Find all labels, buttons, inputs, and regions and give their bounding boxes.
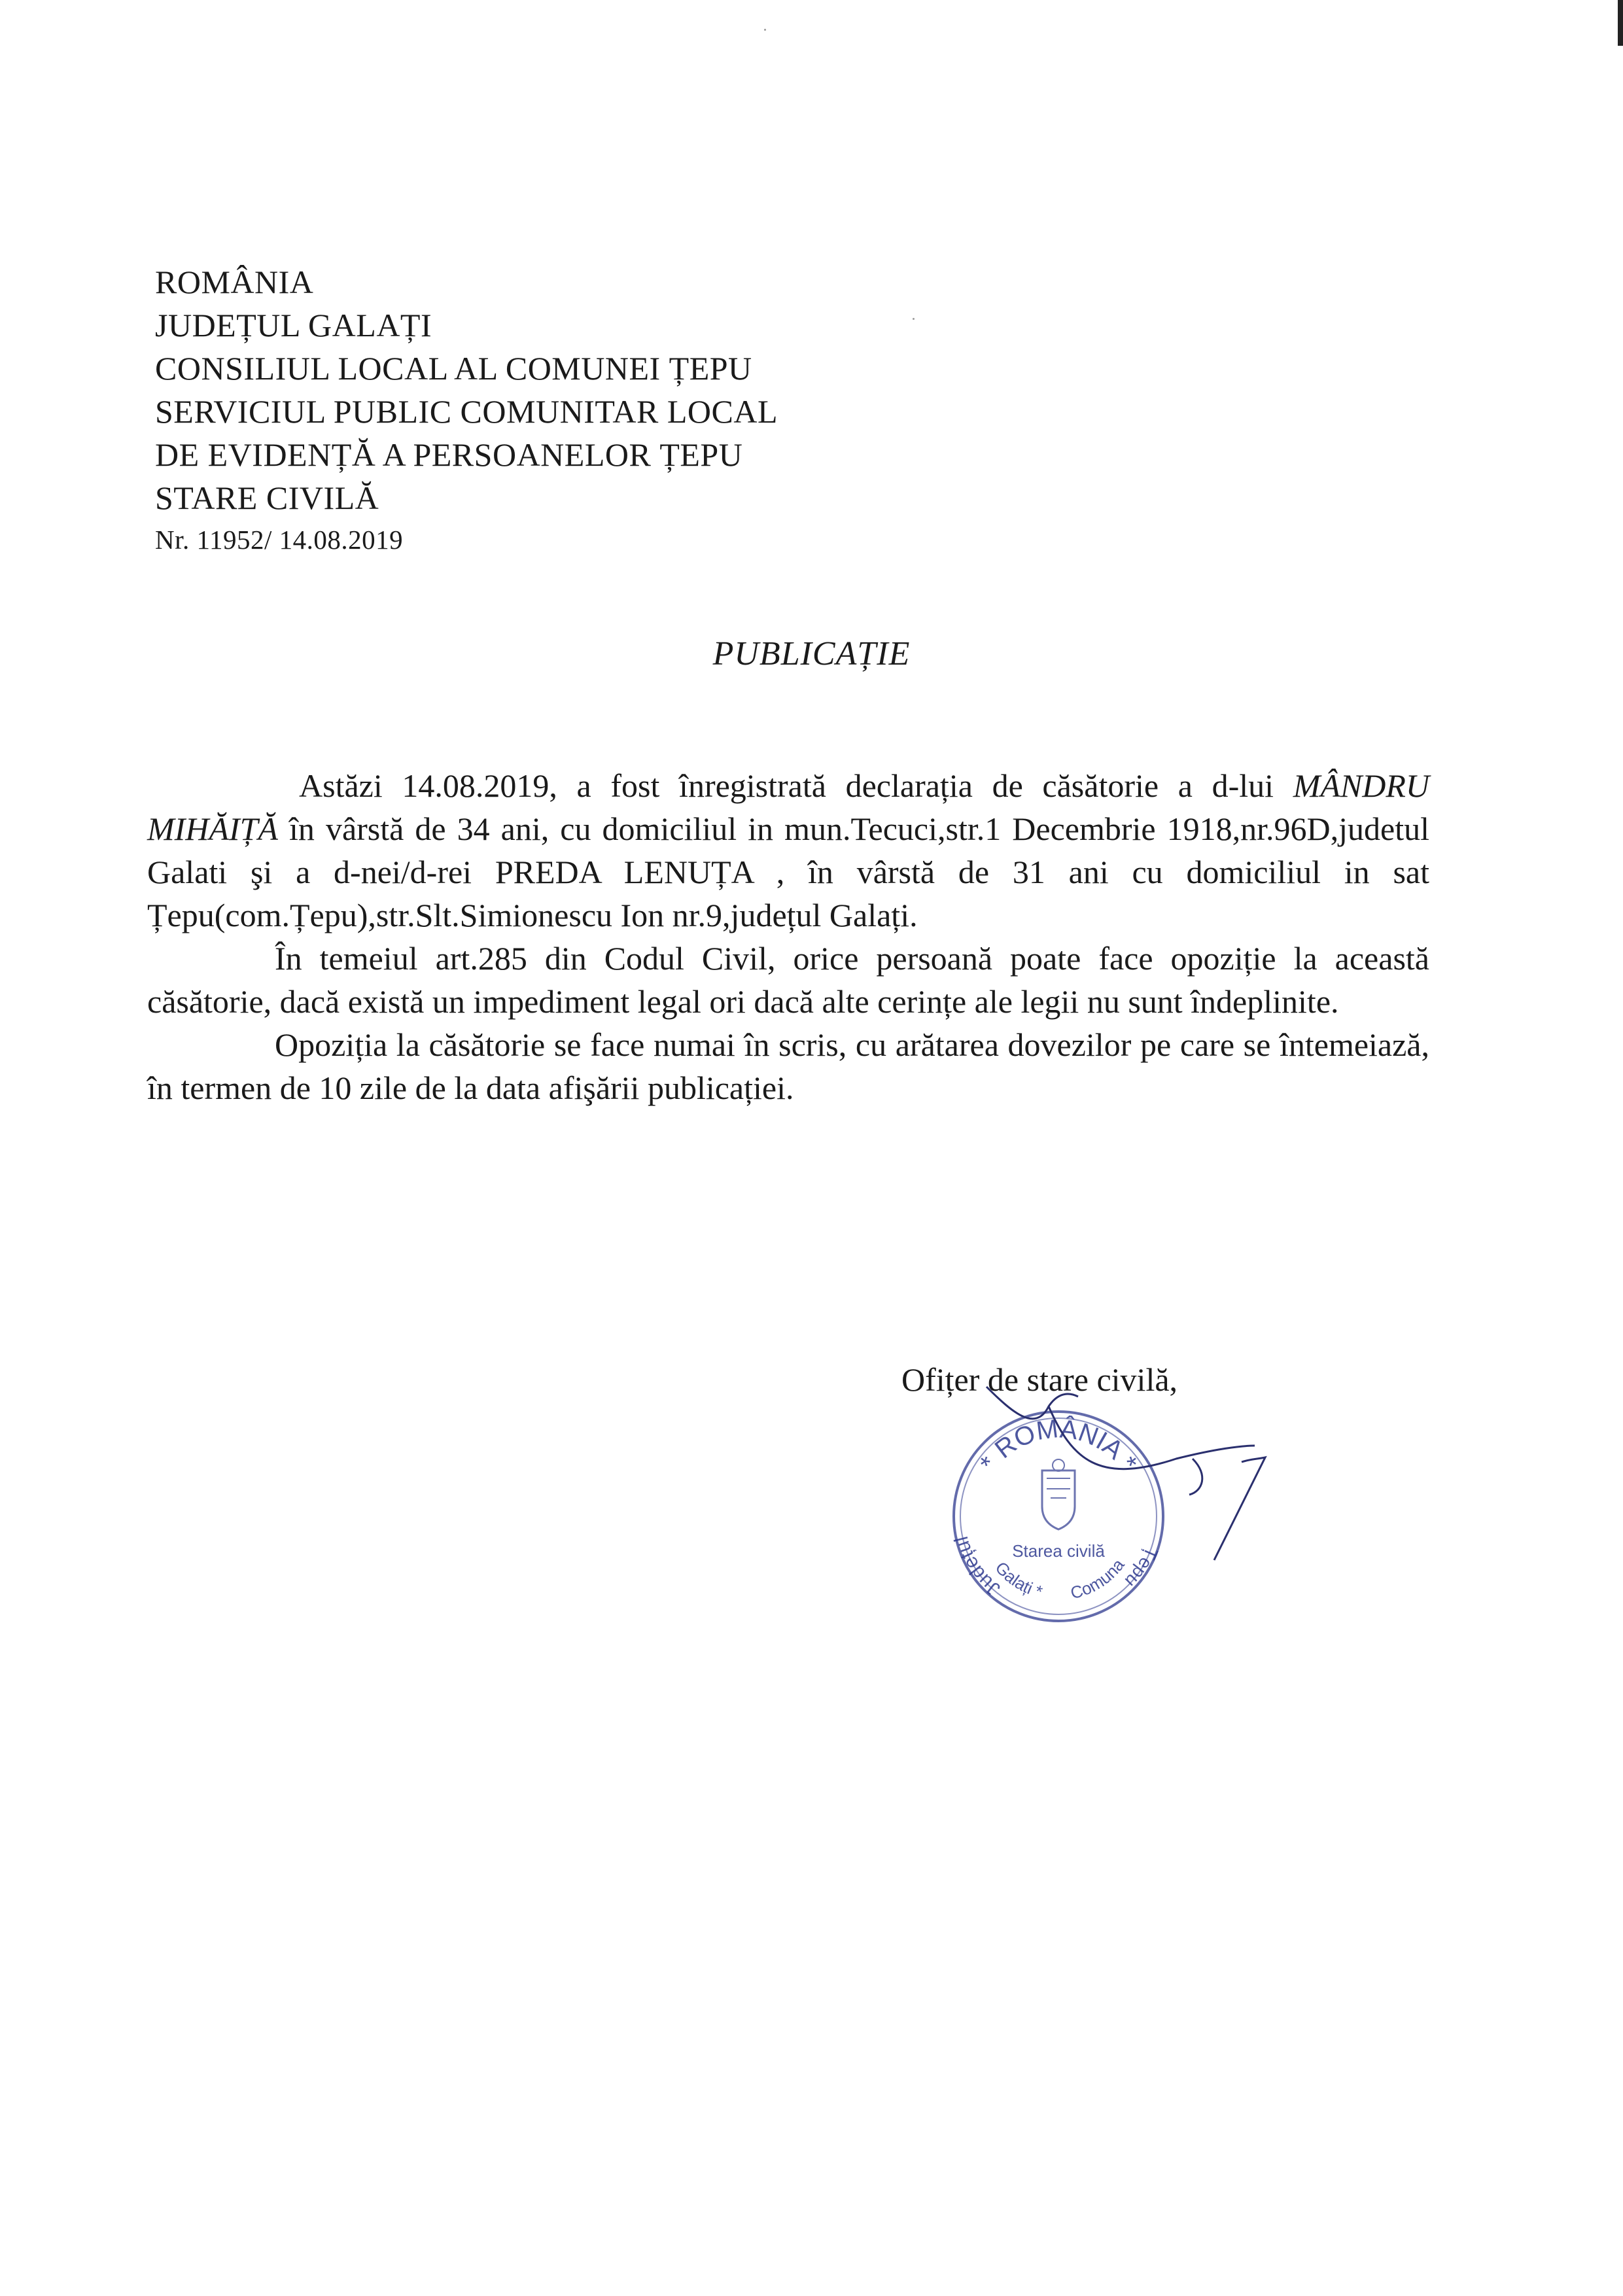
handwritten-signature (901, 1361, 1359, 1635)
header-line-country: ROMÂNIA (155, 264, 314, 300)
declaration-intro: Astăzi 14.08.2019, a fost înregistrată declarația de căsătorie a d-lui (299, 767, 1274, 804)
signature-block (901, 1361, 1359, 1603)
officer-title: Ofițer de stare civilă, (901, 1361, 1178, 1398)
scan-edge-mark (1618, 0, 1623, 46)
header-line-civil-status: STARE CIVILĂ (155, 479, 379, 516)
paragraph-declaration (147, 764, 1429, 937)
document-body (147, 764, 1429, 1109)
stamp-text-top: * ROMÂNIA * (974, 1414, 1143, 1477)
stamp-text-center: Starea civilă (1012, 1541, 1105, 1561)
document-title: PUBLICAȚIE (712, 635, 911, 672)
groom-name: MÂNDRU MIHĂIȚĂ (147, 767, 1430, 847)
stamp-text-left: Județul (950, 1534, 1005, 1601)
registration-number: Nr. 11952/ 14.08.2019 (155, 525, 404, 555)
institution-header (155, 260, 1071, 560)
header-line-council: CONSILIUL LOCAL AL COMUNEI ȚEPU (155, 350, 752, 387)
stamp-text-bottom-left: Galați * (991, 1557, 1045, 1602)
header-line-evidence: DE EVIDENȚĂ A PERSOANELOR ȚEPU (155, 436, 743, 473)
declaration-details: în vârstă de 34 ani, cu domiciliul in mun.Tecuci,str.1 Decembrie 1918,nr.96D,judetul Galati şi a d-nei/d-rei PREDA LENUȚA , în vârstă de 31 ani cu domiciliul in sat Țepu(com.Țepu),str.Slt.Simionescu Ion nr.9,județul Galați. (147, 810, 1430, 933)
scan-speck (764, 29, 766, 31)
paragraph-opposition: Opoziția la căsătorie se face numai în scris, cu arătarea dovezilor pe care se întemeiază, în termen de 10 zile de la data afişării publicației. (147, 1026, 1429, 1106)
stamp-text-bottom-right: Comuna (1068, 1555, 1128, 1603)
paragraph-legal-basis: În temeiul art.285 din Codul Civil, orice persoană poate face opoziție la această căsătorie, dacă există un impediment legal ori dacă alte cerințe ale legii nu sunt îndeplinite. (147, 940, 1429, 1020)
stamp-text-right: Țepu (1121, 1544, 1162, 1592)
header-line-county: JUDEȚUL GALAȚI (155, 307, 432, 343)
header-line-service: SERVICIUL PUBLIC COMUNITAR LOCAL (155, 393, 778, 430)
